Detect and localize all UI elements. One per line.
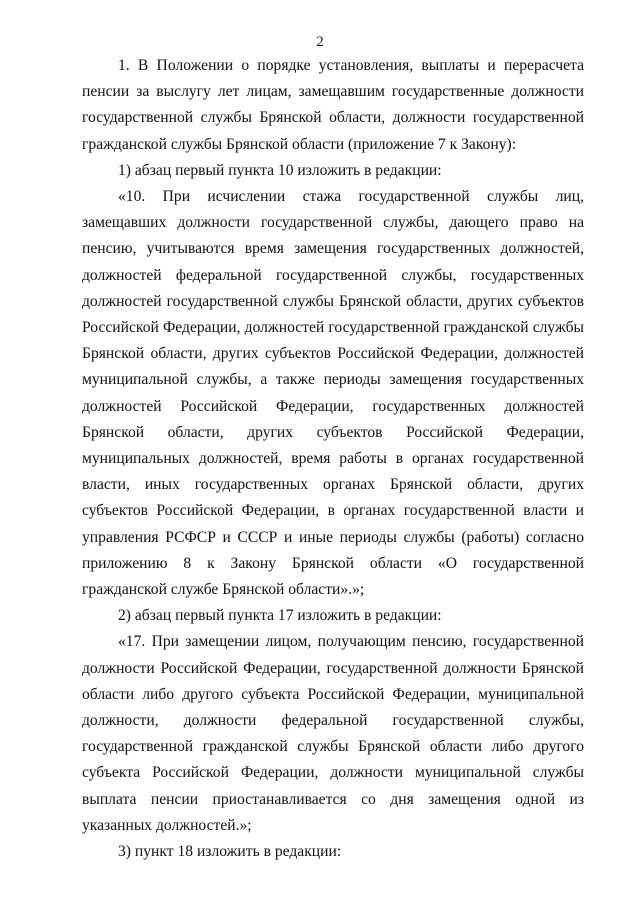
paragraph-subitem-1: 1) абзац первый пункта 10 изложить в редакции: (118, 161, 442, 179)
paragraph-subitem-2: 2) абзац первый пункта 17 изложить в редакции: (118, 607, 442, 625)
paragraph-subitem-3: 3) пункт 18 изложить в редакции: (118, 843, 342, 861)
page-number: 2 (316, 34, 324, 50)
paragraph-item-1-intro: 1. В Положении о порядке установления, выплаты и перерасчета пенсии за выслугу лет лицам, замещавшим государственные должности государственной службы Брянской области, должности государственной гражданской службы Брянской области (приложение 7 к Закону): (82, 57, 584, 153)
document-body (82, 53, 584, 865)
paragraph-clause-17-text: «17. При замещении лицом, получающим пенсию, государственной должности Российской Федерации, государственной должности Брянской области либо другого субъекта Российской Федерации, муниципальной должности, должности федеральной государственной службы, государственной гражданской службы Брянской области либо другого субъекта Российской Федерации, должности муниципальной службы выплата пенсии приостанавливается со дня замещения одной из указанных должностей.»; (82, 633, 584, 834)
paragraph-clause-10-text: «10. При исчислении стажа государственной службы лиц, замещавших должности государственной службы, дающего право на пенсию, учитываются время замещения государственных должностей, должностей федеральной государственной службы, государственных должностей государственной службы Брянской области, других субъектов Российской Федерации, должностей государственной гражданской службы Брянской области, других субъектов Российской Федерации, должностей муниципальной службы, а также периоды замещения государственных должностей Российской Федерации, государственных должностей Брянской области, других субъектов Российской Федерации, муниципальных должностей, время работы в органах государственной власти, иных государственных органах Брянской области, других субъектов Российской Федерации, в органах государственной власти и управления РСФСР и СССР и иные периоды службы (работы) согласно приложению 8 к Закону Брянской области «О государственной гражданской службе Брянской области».»; (82, 188, 584, 599)
